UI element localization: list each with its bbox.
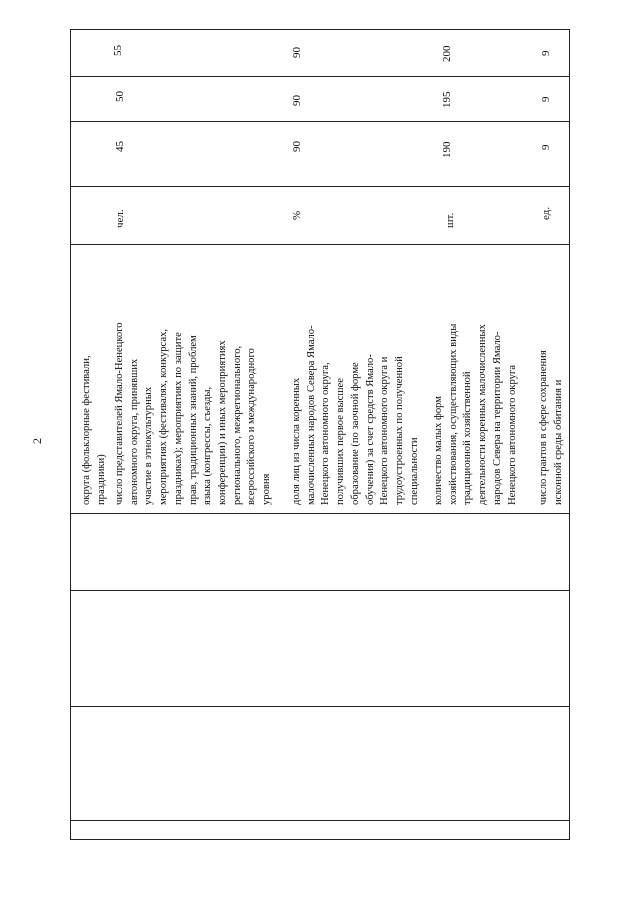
col-sep-empty-1 bbox=[70, 590, 570, 591]
row4-value-2: 195 bbox=[441, 91, 453, 108]
row1-value-last: 55 bbox=[112, 45, 124, 56]
row5-description: число грантов в сфере сохранения исконной среды обитания и bbox=[538, 350, 564, 505]
table-border-right bbox=[569, 29, 570, 840]
col-sep-empty-2 bbox=[70, 706, 570, 707]
col-sep-values-2 bbox=[70, 121, 570, 122]
row3-value-2: 90 bbox=[291, 95, 303, 106]
row5-unit: ед. bbox=[540, 206, 552, 220]
col-sep-unit bbox=[70, 186, 570, 187]
row2-value-2: 50 bbox=[114, 91, 126, 102]
col-sep-values-1 bbox=[70, 76, 570, 77]
row4-value-3: 200 bbox=[441, 45, 453, 62]
row4-unit: шт. bbox=[444, 212, 456, 228]
row5-value-3: 9 bbox=[540, 50, 552, 56]
table-border-left bbox=[70, 29, 71, 840]
row3-description: доля лиц из числа коренных малочисленных народов Севера Ямало- Ненецкого автономного округа, получивших первое высшее образование (по заочной форме обучения) за счет средств Ямало- Ненецкого автономного округа и трудоустроенных по полученной специальности bbox=[291, 325, 420, 505]
row2-value-1: 45 bbox=[114, 141, 126, 152]
row2-unit: чел. bbox=[114, 209, 126, 228]
col-sep-description bbox=[70, 244, 570, 245]
row5-value-1: 9 bbox=[540, 144, 552, 150]
row5-value-2: 9 bbox=[540, 96, 552, 102]
page-number: 2 bbox=[30, 438, 44, 444]
row4-value-1: 190 bbox=[441, 141, 453, 158]
col-sep-desc-end bbox=[70, 513, 570, 514]
row3-value-3: 90 bbox=[291, 47, 303, 58]
table-border-bottom bbox=[70, 839, 570, 840]
table-border-top bbox=[70, 29, 570, 30]
row3-unit: % bbox=[291, 210, 303, 220]
row3-value-1: 90 bbox=[291, 141, 303, 152]
row4-description: количество малых форм хозяйствования, осуществляющих виды традиционной хозяйственной деятельности коренных малочисленных народов Севера на территории Ямало- Ненецкого автономного округа bbox=[433, 323, 518, 505]
row2-description: число представителей Ямало-Ненецкого автономного округа, принявших участие в этнокультурных мероприятиях (фестивалях, конкурсах, праздниках); мероприятиях по защите прав, традиционных знаний, проблем языка (конгрессы, съезды, конференции) и иных мероприятиях регионального, межрегионального, всероссийского и международного уровня bbox=[114, 322, 273, 505]
row1-description: округа (фольклорные фестивали, праздники) bbox=[81, 355, 107, 505]
col-sep-empty-3 bbox=[70, 820, 570, 821]
